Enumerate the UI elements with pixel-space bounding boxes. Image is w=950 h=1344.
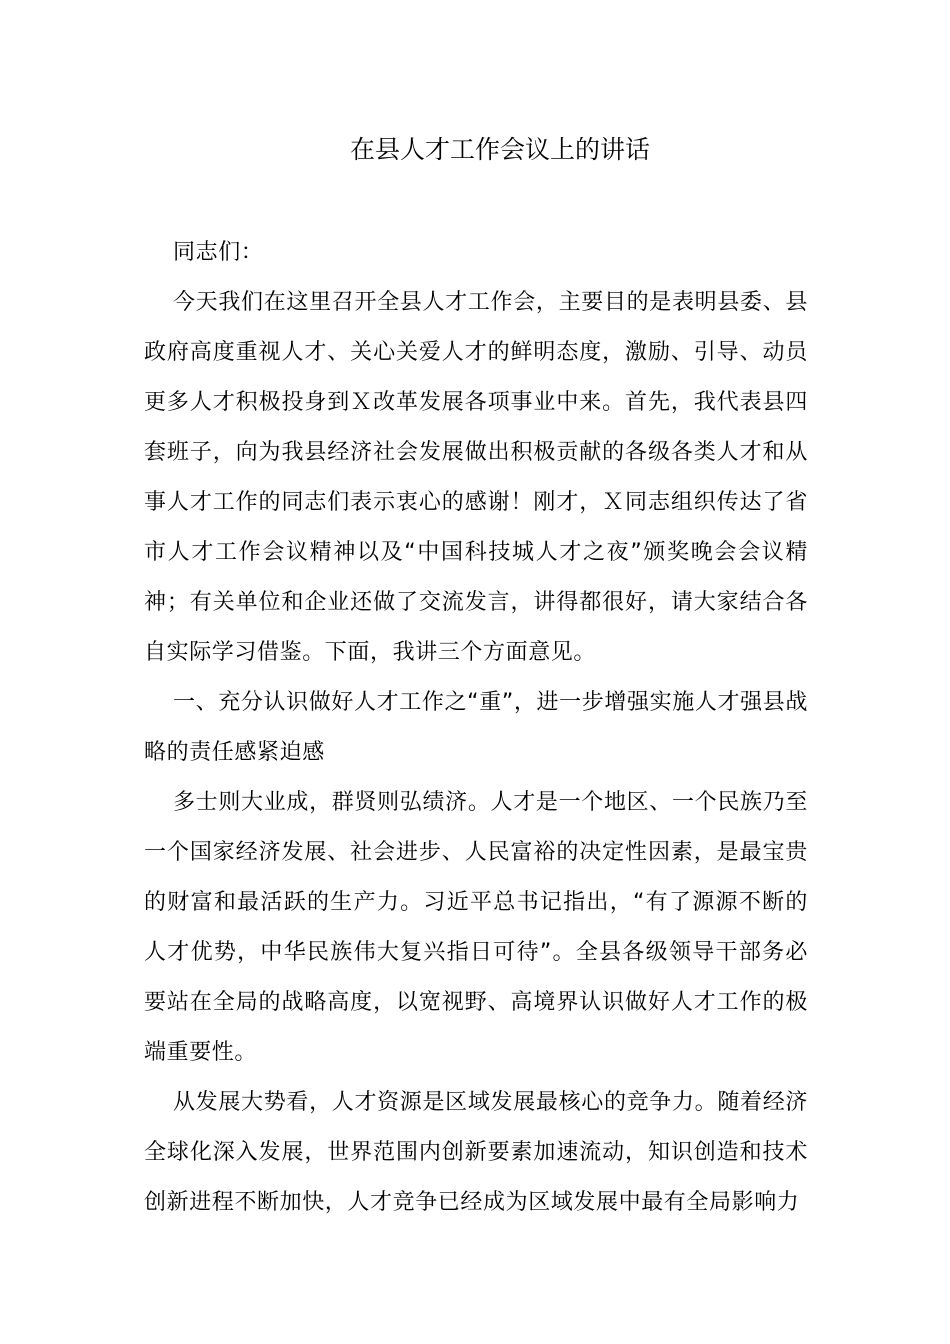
document-body (144, 228, 808, 1228)
document-title: 在县人才工作会议上的讲话 (349, 135, 650, 164)
paragraph-opening: 今天我们在这里召开全县人才工作会，主要目的是表明县委、县政府高度重视人才、关心关爱人才的鲜明态度，激励、引导、动员更多人才积极投身到Ｘ改革发展各项事业中来。首先，我代表县四套班子，向为我县经济社会发展做出积极贡献的各级各类人才和从事人才工作的同志们表示衷心的感谢！刚才，Ｘ同志组织传达了省市人才工作会议精神以及“中国科技城人才之夜”颁奖晚会会议精神；有关单位和企业还做了交流发言，讲得都很好，请大家结合各自实际学习借鉴。下面，我讲三个方面意见。 (144, 290, 808, 665)
paragraph-talent-importance: 多士则大业成，群贤则弘绩济。人才是一个地区、一个民族乃至一个国家经济发展、社会进步、人民富裕的决定性因素，是最宝贵的财富和最活跃的生产力。习近平总书记指出，“有了源源不断的人才优势，中华民族伟大复兴指日可待”。全县各级领导干部务必要站在全局的战略高度，以宽视野、高境界认识做好人才工作的极端重要性。 (144, 790, 808, 1065)
paragraph-development-trend: 从发展大势看，人才资源是区域发展最核心的竞争力。随着经济全球化深入发展，世界范围内创新要素加速流动，知识创造和技术创新进程不断加快，人才竞争已经成为区域发展中最有全局影响力 (144, 1090, 808, 1215)
section-heading-1: 一、充分认识做好人才工作之“重”，进一步增强实施人才强县战略的责任感紧迫感 (144, 690, 808, 765)
salutation: 同志们： (173, 240, 264, 265)
